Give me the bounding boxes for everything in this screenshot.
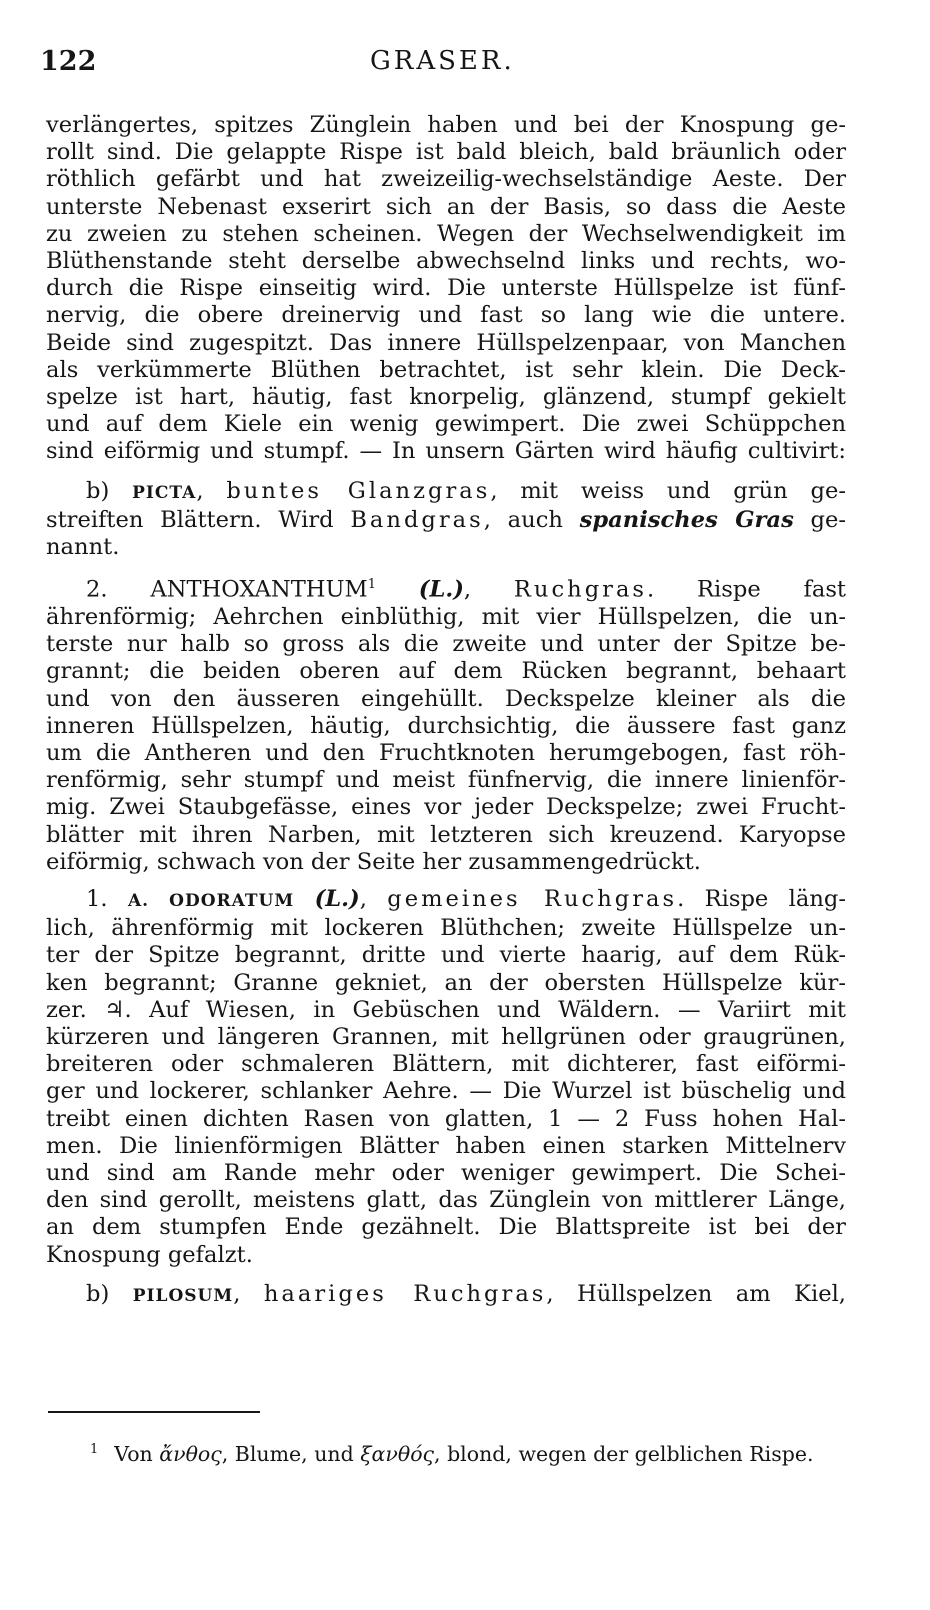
text-line: lich, ährenförmig mit lockeren Blüthchen; zweite Hüllspelze un- bbox=[46, 915, 846, 942]
text-line: zer. ♃. Auf Wiesen, in Gebüschen und Wäldern. — Variirt mit bbox=[46, 996, 846, 1023]
text-line: nannt. bbox=[46, 534, 120, 561]
text-span: streiften Blättern. Wird bbox=[46, 506, 351, 533]
text-line: breiteren oder schmaleren Blättern, mit dichterer, fast eiförmi- bbox=[46, 1051, 846, 1078]
text-span: , Hüllspelzen am Kiel, bbox=[546, 1280, 846, 1307]
page-number: 122 bbox=[40, 46, 97, 77]
common-name: haariges Ruchgras bbox=[263, 1280, 547, 1307]
text-line: treibt einen dichten Rasen von glatten, 1 — 2 Fuss hohen Hal- bbox=[46, 1105, 846, 1132]
greek-word: ξανθός bbox=[360, 1441, 435, 1466]
text-span: , Blume, und bbox=[221, 1441, 361, 1466]
species-name: A. ODORATUM bbox=[127, 891, 295, 912]
paragraph-variety-pilosum bbox=[46, 1281, 846, 1310]
text-line: und von den äusseren eingehüllt. Deckspelze kleiner als die bbox=[46, 685, 846, 712]
text-line: mig. Zwei Staubgefässe, eines vor jeder Deckspelze; zwei Frucht- bbox=[46, 794, 846, 821]
text-line: den sind gerollt, meistens glatt, das Zünglein von mittlerer Länge, bbox=[46, 1187, 846, 1214]
genus-number: 2. bbox=[86, 576, 108, 603]
text-line: kürzeren und längeren Grannen, mit hellgrünen oder graugrünen, bbox=[46, 1024, 846, 1051]
text-line: b) PICTA, buntes Glanzgras, mit weiss und grün ge- bbox=[86, 477, 846, 504]
text-line: inneren Hüllspelzen, häutig, durchsichtig, die äussere fast ganz bbox=[46, 712, 846, 739]
greek-word: ἄνθος bbox=[159, 1441, 222, 1466]
text-line: Knospung gefalzt. bbox=[46, 1241, 253, 1268]
common-name: gemeines Ruchgras bbox=[387, 886, 678, 913]
text-line: Beide sind zugespitzt. Das innere Hüllspelzenpaar, von Manchen bbox=[46, 329, 846, 356]
text-line: Blüthenstande steht derselbe abwechselnd links und rechts, wo- bbox=[46, 248, 846, 275]
text-line: 2. ANTHOXANTHUM$^1$ (L.), Ruchgras. Rispe fast bbox=[86, 576, 846, 603]
footnote-divider bbox=[48, 1411, 260, 1413]
text-line: um die Antheren und den Fruchtknoten herumgebogen, fast röh- bbox=[46, 740, 846, 766]
variety-name: PILOSUM bbox=[132, 1285, 234, 1306]
text-line: sind eiförmig und stumpf. — In unsern Gärten wird häufig cultivirt: bbox=[46, 438, 846, 465]
paragraph-variety-picta bbox=[46, 478, 846, 562]
text-span: , blond, wegen der gelblichen Rispe. bbox=[434, 1441, 814, 1466]
text-line: terste nur halb so gross als die zweite und unter der Spitze be- bbox=[46, 631, 846, 658]
text-span: . Rispe läng- bbox=[677, 886, 847, 913]
variety-marker: b) bbox=[86, 1280, 110, 1307]
text-span: Von bbox=[114, 1441, 160, 1466]
common-name-spanish: spanisches Gras bbox=[579, 506, 794, 533]
text-line: 1. A. ODORATUM (L.), gemeines Ruchgras. Rispe läng- bbox=[86, 886, 847, 913]
paragraph-genus-anthoxanthum bbox=[46, 571, 846, 876]
running-head: GRASER. bbox=[370, 46, 515, 76]
paragraph-glanzgras-description bbox=[46, 112, 846, 466]
text-line: grannt; die beiden oberen auf dem Rücken begrannt, behaart bbox=[46, 658, 846, 685]
author-abbrev: (L.) bbox=[418, 576, 464, 603]
author-abbrev: (L.) bbox=[314, 886, 360, 913]
text-line: als verkümmerte Blüthen betrachtet, ist sehr klein. Die Deck- bbox=[46, 356, 846, 383]
text-line bbox=[46, 507, 846, 534]
variety-name: PICTA bbox=[132, 482, 197, 503]
text-line: spelze ist hart, häutig, fast knorpelig, glänzend, stumpf gekielt bbox=[46, 384, 846, 411]
common-name-bandgras: Bandgras bbox=[350, 506, 484, 533]
text-line: durch die Rispe einseitig wird. Die unterste Hüllspelze ist fünf- bbox=[46, 275, 846, 302]
text-line: men. Die linienförmigen Blätter haben einen starken Mittelnerv bbox=[46, 1132, 846, 1159]
text-line: und auf dem Kiele ein wenig gewimpert. Die zwei Schüppchen bbox=[46, 411, 846, 438]
footnote bbox=[90, 1437, 850, 1467]
text-line: renförmig, sehr stumpf und meist fünfnervig, die innere linienför- bbox=[46, 767, 846, 794]
text-line: nervig, die obere dreinervig und fast so lang wie die untere. bbox=[46, 302, 846, 329]
text-line: röthlich gefärbt und hat zweizeilig-wechselständige Aeste. Der bbox=[46, 166, 846, 193]
text-line: zu zweien zu stehen scheinen. Wegen der Wechselwendigkeit im bbox=[46, 220, 846, 247]
text-line: rollt sind. Die gelappte Rispe ist bald bleich, bald bräunlich oder bbox=[46, 139, 846, 166]
page-header bbox=[40, 46, 850, 86]
paragraph-species-odoratum bbox=[46, 886, 846, 1269]
text-line: ährenförmig; Aehrchen einblüthig, mit vier Hüllspelzen, die un- bbox=[46, 603, 846, 630]
text-span: , mit weiss und grün ge- bbox=[490, 477, 846, 504]
text-line: an dem stumpfen Ende gezähnelt. Die Blattspreite ist bei der bbox=[46, 1214, 846, 1241]
text-line: b) PILOSUM, haariges Ruchgras, Hüllspelzen am Kiel, bbox=[86, 1280, 846, 1307]
variety-marker: b) bbox=[86, 477, 110, 504]
text-line: ken begrannt; Granne gekniet, an der obersten Hüllspelze kür- bbox=[46, 969, 846, 996]
text-line: blätter mit ihren Narben, mit letzteren sich kreuzend. Karyopse bbox=[46, 821, 846, 848]
footnote-reference[interactable]: 1 bbox=[367, 577, 376, 593]
species-number: 1. bbox=[86, 886, 108, 913]
text-line: ter der Spitze begrannt, dritte und vierte haarig, auf dem Rük- bbox=[46, 942, 846, 969]
text-span: ge- bbox=[793, 506, 847, 533]
common-name: buntes Glanzgras bbox=[226, 477, 491, 504]
text-line: eiförmig, schwach von der Seite her zusammengedrückt. bbox=[46, 848, 701, 875]
text-line: verlängertes, spitzes Zünglein haben und bei der Knospung ge- bbox=[46, 112, 846, 138]
footnote-mark: 1 bbox=[90, 1442, 99, 1457]
genus-name: ANTHOXANTHUM bbox=[150, 576, 368, 603]
text-line: ger und lockerer, schlanker Aehre. — Die Wurzel ist büschelig und bbox=[46, 1078, 846, 1105]
text-span: . Rispe fast bbox=[647, 576, 846, 603]
text-line: und sind am Rande mehr oder weniger gewimpert. Die Schei- bbox=[46, 1160, 846, 1187]
common-name: Ruchgras bbox=[513, 576, 648, 603]
page-body bbox=[46, 112, 846, 1310]
text-span: , auch bbox=[483, 506, 580, 533]
text-line: unterste Nebenast exserirt sich an der Basis, so dass die Aeste bbox=[46, 193, 846, 220]
